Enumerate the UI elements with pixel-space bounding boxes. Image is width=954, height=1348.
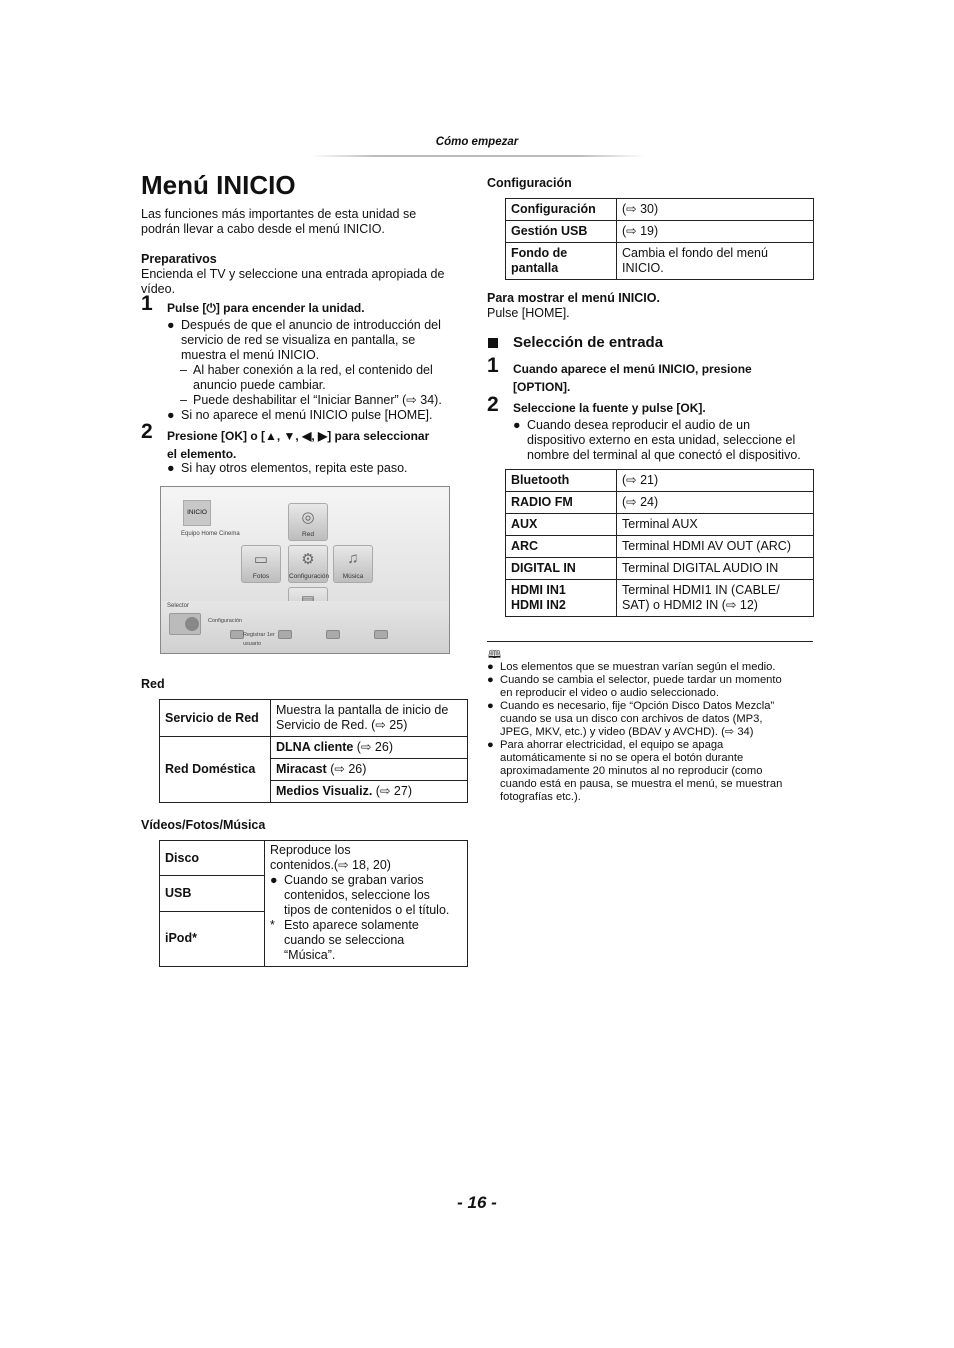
note-item: ● Los elementos que se muestran varían según el medio. [487, 661, 776, 673]
input-key: AUX [506, 514, 617, 536]
input-key: RADIO FM [506, 492, 617, 514]
step-1-text: Pulse [⏻] para encender la unidad. [167, 301, 365, 315]
config-value: (⇨ 19) [617, 221, 814, 243]
preparativos: Preparativos Encienda el TV y seleccione una entrada apropiada de vídeo. [141, 252, 445, 296]
show-menu-note: Para mostrar el menú INICIO. Pulse [HOME]. [487, 291, 660, 320]
photos-icon: ▭ [253, 551, 269, 568]
selector-label: Selector [167, 603, 190, 609]
red-key: Red Doméstica [160, 737, 271, 803]
input-step-2-bullet: ● Cuando desea reproducir el audio de un dispositivo externo en esta unidad, seleccione el nombre del terminal al que conectó el dispositivo. [513, 418, 801, 462]
settings-icon: ⚙ [301, 551, 315, 568]
note-item: ● Cuando se cambia el selector, puede tardar un momento en reproducir el video o audio seleccionado. [487, 674, 782, 699]
globe-icon: ◎ [301, 509, 315, 526]
remote-button-red [230, 630, 244, 639]
input-value: (⇨ 24) [617, 492, 814, 514]
tile-red: ◎ Red [288, 503, 328, 541]
step-1-details: ● Después de que el anuncio de introducción del servicio de red se visualiza en pantalla, se muestra el menú INICIO. – Al haber conexión a la red, el contenido del anuncio puede cambiar. – Puede deshabilitar el “Iniciar Banner” (⇨ 34). ● Si no aparece el menú INICIO pulse [HOME]. [167, 318, 442, 422]
config-heading: Configuración [487, 176, 572, 190]
config-table [505, 198, 814, 280]
config-small-label: Configuración [208, 618, 242, 624]
step-2-number: 2 [141, 420, 153, 443]
input-key: DIGITAL IN [506, 558, 617, 580]
step-2-bullet: ● Si hay otros elementos, repita este paso. [167, 461, 408, 475]
music-icon: ♫ [347, 550, 359, 567]
vfm-heading: Vídeos/Fotos/Música [141, 818, 266, 832]
remote-button-yellow [326, 630, 340, 639]
tile-configuracion: ⚙ Configuración [288, 545, 328, 583]
book-icon: 🕮 [488, 649, 501, 661]
red-key: Servicio de Red [160, 700, 271, 737]
home-menu-screenshot [160, 486, 450, 654]
remote-button-green [278, 630, 292, 639]
input-step-1-number: 1 [487, 354, 499, 377]
vfm-key: iPod* [160, 911, 265, 966]
inicio-label: INICIO [183, 500, 211, 526]
input-key: ARC [506, 536, 617, 558]
config-key: Configuración [506, 199, 617, 221]
config-key: Fondo de pantalla [506, 243, 617, 280]
notes-rule [487, 641, 813, 642]
input-step-1-text: Cuando aparece el menú INICIO, presione [OPTION]. [513, 362, 752, 394]
input-value: Terminal HDMI1 IN (CABLE/ SAT) o HDMI2 IN (⇨ 12) [617, 580, 814, 617]
remote-button-blue [374, 630, 388, 639]
red-heading: Red [141, 677, 165, 691]
input-step-2-number: 2 [487, 393, 499, 416]
note-item: ● Cuando es necesario, fije “Opción Disco Datos Mezcla” cuando se usa un disco con archivos de datos (MP3, JPEG, MKV, etc.) y video (BDAV y AVCHD). (⇨ 34) [487, 700, 775, 738]
input-table [505, 469, 814, 617]
red-value: Muestra la pantalla de inicio de Servicio de Red. (⇨ 25) [271, 700, 468, 737]
red-table [159, 699, 468, 803]
section-square-icon [488, 338, 498, 348]
section-header: Cómo empezar [435, 136, 519, 148]
notes-list [487, 661, 813, 804]
step-2-text: Presione [OK] o [▲, ▼, ◀, ▶] para seleccionar el elemento. [167, 429, 430, 461]
vfm-key: USB [160, 876, 265, 911]
config-key: Gestión USB [506, 221, 617, 243]
vfm-table [159, 840, 468, 967]
step-1-number: 1 [141, 292, 153, 315]
input-value: Terminal DIGITAL AUDIO IN [617, 558, 814, 580]
input-value: Terminal AUX [617, 514, 814, 536]
page-title: Menú INICIO [141, 170, 296, 200]
input-key: Bluetooth [506, 470, 617, 492]
input-step-2-text: Seleccione la fuente y pulse [OK]. [513, 401, 706, 415]
red-value: Miracast (⇨ 26) [271, 759, 468, 781]
config-value: (⇨ 30) [617, 199, 814, 221]
tile-musica: ♫ Música [333, 545, 373, 583]
input-value: Terminal HDMI AV OUT (ARC) [617, 536, 814, 558]
page-number: - 16 - [457, 1193, 497, 1212]
config-value: Cambia el fondo del menú INICIO. [617, 243, 814, 280]
disc-icon [185, 617, 199, 631]
red-value: DLNA cliente (⇨ 26) [271, 737, 468, 759]
registrar-label: Registrar 1er usuario [243, 632, 275, 647]
vfm-description: Reproduce los contenidos.(⇨ 18, 20) ● Cuando se graban varios contenidos, seleccione los tipos de contenidos o el título. * Esto aparece solamente cuando se selecciona “Música”. [265, 841, 468, 967]
note-item: ● Para ahorrar electricidad, el equipo se apaga automáticamente si no se opera el botón durante aproximadamente 20 minutos al no reproducir (como cuando está en pausa, se muestra el menú, se muestran fotografías etc.). [487, 739, 783, 803]
input-selection-heading: Selección de entrada [513, 334, 664, 351]
intro-text: Las funciones más importantes de esta unidad se podrán llevar a cabo desde el menú INICIO. [141, 207, 417, 236]
input-value: (⇨ 21) [617, 470, 814, 492]
tile-fotos: ▭ Fotos [241, 545, 281, 583]
device-name: Equipo Home Cinema [181, 531, 240, 537]
input-key: HDMI IN1 HDMI IN2 [506, 580, 617, 617]
header-rule [310, 155, 645, 157]
red-value: Medios Visualiz. (⇨ 27) [271, 781, 468, 803]
vfm-key: Disco [160, 841, 265, 876]
